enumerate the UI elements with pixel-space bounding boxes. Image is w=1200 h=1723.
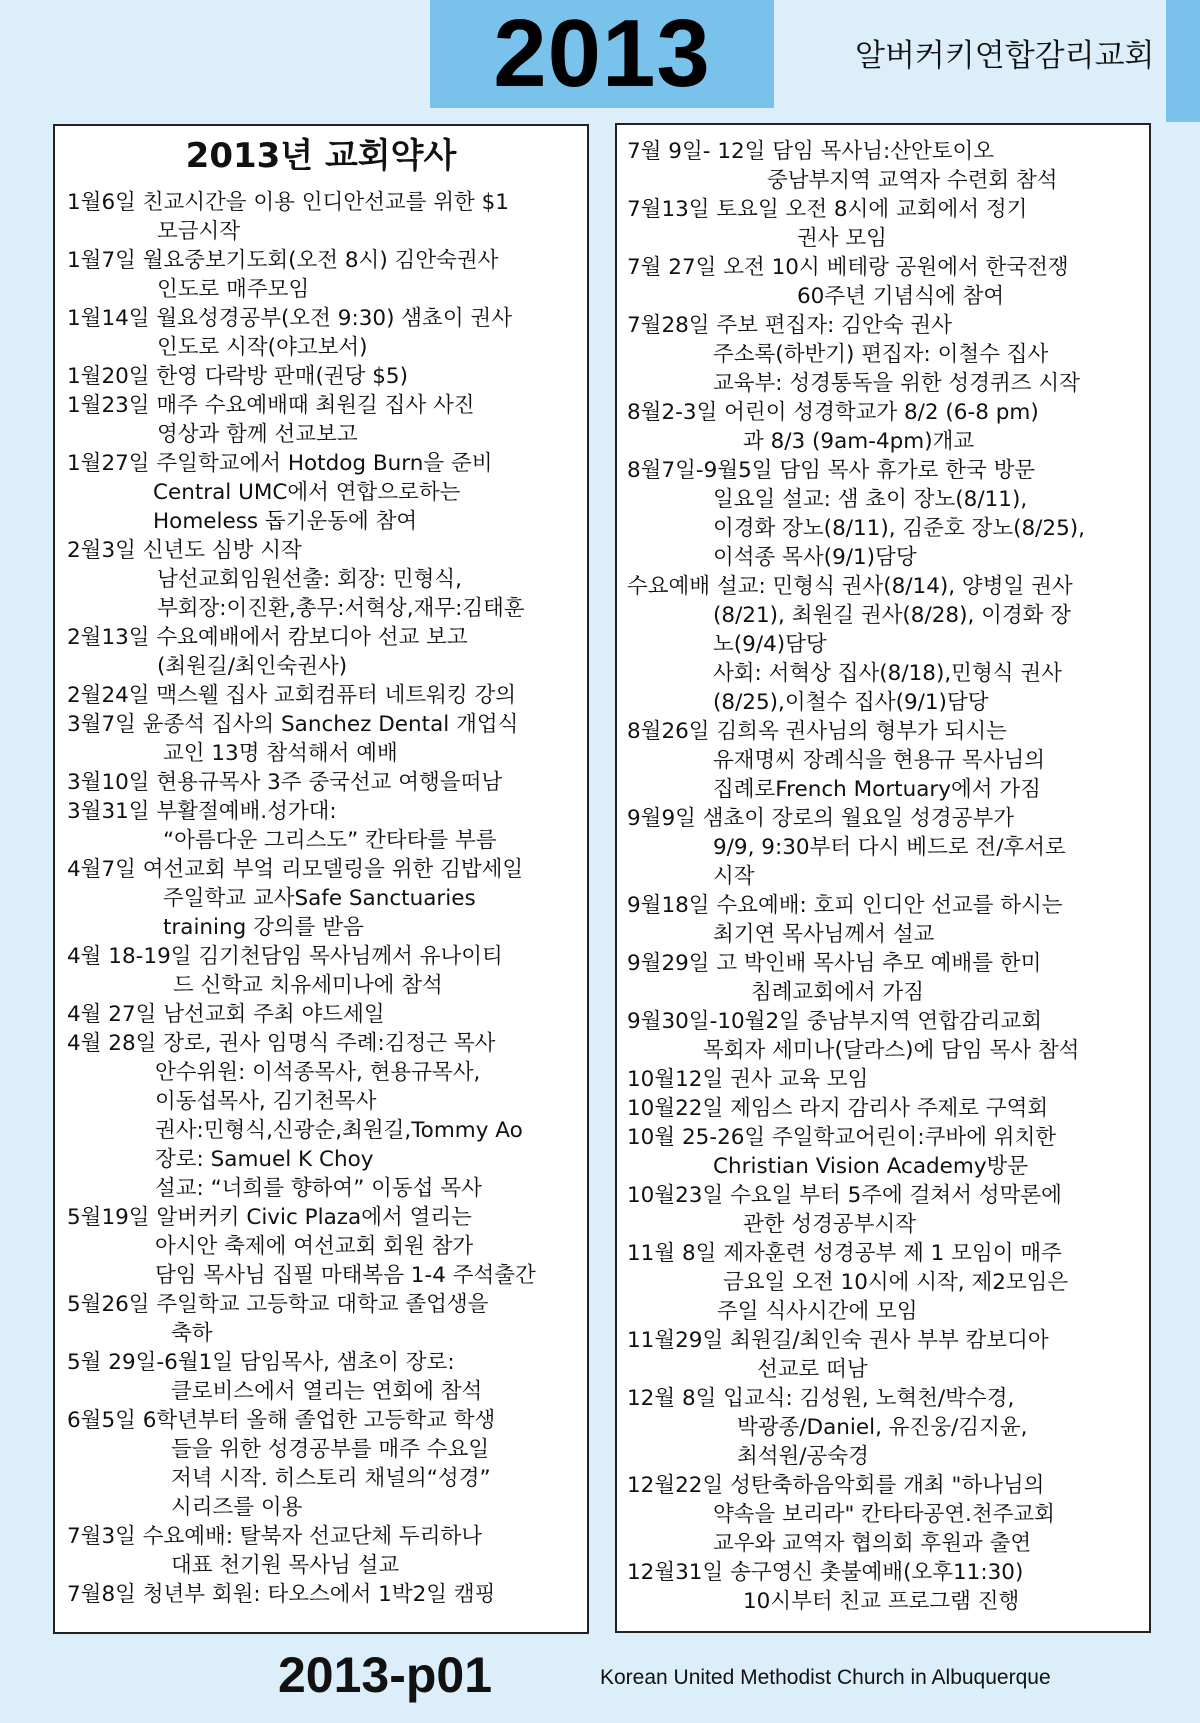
history-entry (55, 1290, 587, 1348)
history-entry (55, 1029, 587, 1203)
history-list-left (55, 188, 587, 1609)
entry-continuation-line: training 강의를 받음 (163, 915, 364, 940)
entry-date-line: 수요예배 설교: 민형식 권사(8/14), 양병일 권사 (627, 574, 1073, 599)
entry-date-line: 9월9일 샘쵸이 장로의 월요일 성경공부가 (627, 806, 1015, 831)
entry-continuation-line: 박광종/Daniel, 유진웅/김지윤, (737, 1415, 1028, 1440)
history-entry (55, 623, 587, 681)
entry-continuation-line: 금요일 오전 10시에 시작, 제2모임은 (723, 1270, 1069, 1295)
history-list-right (617, 137, 1149, 1616)
entry-continuation-line: 저녁 시작. 히스토리 채널의“성경” (171, 1466, 491, 1491)
entry-continuation-line: 최기연 목사님께서 설교 (713, 922, 935, 947)
entry-date-line: 11월29일 최원길/최인숙 권사 부부 캄보디아 (627, 1328, 1049, 1353)
entry-date-line: 11월 8일 제자훈련 성경공부 제 1 모임이 매주 (627, 1241, 1062, 1266)
entry-continuation-line: “아름다운 그리스도” 칸타타를 부름 (163, 828, 497, 853)
entry-continuation-line: 과 8/3 (9am-4pm)개교 (743, 429, 975, 454)
entry-continuation-line: Christian Vision Academy방문 (713, 1154, 1029, 1179)
entry-date-line: 3월10일 현용규목사 3주 중국선교 여행을떠남 (67, 770, 503, 795)
entry-date-line: 1월23일 매주 수요예배때 최원길 집사 사진 (67, 393, 475, 418)
entry-continuation-line: 교우와 교역자 협의회 후원과 출연 (713, 1531, 1032, 1556)
history-entry (617, 1471, 1149, 1558)
entry-continuation-line: 아시안 축제에 여선교회 회원 참가 (155, 1234, 474, 1259)
entry-continuation-line: 노(9/4)담당 (713, 632, 827, 657)
history-entry (617, 1123, 1149, 1181)
entry-date-line: 1월20일 한영 다락방 판매(권당 $5) (67, 364, 408, 389)
entry-continuation-line: 클로비스에서 열리는 연회에 참석 (171, 1379, 483, 1404)
entry-continuation-line: 최석원/공숙경 (737, 1444, 869, 1469)
church-name-english: Korean United Methodist Church in Albuquerque (600, 1666, 1051, 1689)
panel-title: 2013년 교회약사 (185, 136, 457, 176)
entry-date-line: 12월31일 송구영신 촛불예배(오후11:30) (627, 1560, 1024, 1585)
entry-date-line: 12월 8일 입교식: 김성원, 노혁천/박수경, (627, 1386, 1015, 1411)
entry-date-line: 8월26일 김희옥 권사님의 형부가 되시는 (627, 719, 1007, 744)
year-banner (430, 0, 774, 108)
history-entry (55, 681, 587, 710)
history-entry (617, 398, 1149, 456)
page-number: 2013-p01 (278, 1647, 493, 1703)
history-entry (55, 449, 587, 536)
entry-continuation-line: 장로: Samuel K Choy (155, 1147, 374, 1172)
history-entry (617, 1094, 1149, 1123)
entry-continuation-line: 교인 13명 참석해서 예배 (163, 741, 398, 766)
history-entry (55, 391, 587, 449)
entry-continuation-line: 들을 위한 성경공부를 매주 수요일 (171, 1437, 490, 1462)
entry-continuation-line: 집례로French Mortuary에서 가짐 (713, 777, 1041, 802)
entry-date-line: 7월3일 수요예배: 탈북자 선교단체 두리하나 (67, 1524, 483, 1549)
history-entry (55, 768, 587, 797)
entry-date-line: 8월7일-9월5일 담임 목사 휴가로 한국 방문 (627, 458, 1036, 483)
history-entry (55, 942, 587, 1000)
entry-date-line: 6월5일 6학년부터 올해 졸업한 고등학교 학생 (67, 1408, 496, 1433)
history-entry (617, 1326, 1149, 1384)
history-entry (617, 1558, 1149, 1616)
entry-date-line: 10월12일 권사 교육 모임 (627, 1067, 869, 1092)
history-entry (55, 1580, 587, 1609)
entry-continuation-line: 목회자 세미나(달라스)에 담임 목사 참석 (703, 1038, 1080, 1063)
entry-continuation-line: 권사 모임 (797, 226, 887, 251)
history-entry (617, 253, 1149, 311)
history-entry (617, 1007, 1149, 1065)
entry-continuation-line: 이동섭목사, 김기천목사 (155, 1089, 377, 1114)
entry-continuation-line: 드 신학교 치유세미나에 참석 (173, 973, 443, 998)
history-entry (55, 536, 587, 623)
history-entry (617, 456, 1149, 572)
history-entry (55, 1406, 587, 1522)
entry-continuation-line: 교육부: 성경통독을 위한 성경퀴즈 시작 (713, 371, 1080, 396)
entry-date-line: 1월7일 월요중보기도회(오전 8시) 김안숙권사 (67, 248, 499, 273)
entry-continuation-line: Homeless 돕기운동에 참여 (153, 509, 418, 534)
entry-date-line: 9월18일 수요예배: 호피 인디안 선교를 하시는 (627, 893, 1063, 918)
entry-continuation-line: 부회장:이진환,총무:서혁상,재무:김태훈 (157, 596, 525, 621)
history-entry (55, 304, 587, 362)
entry-date-line: 10월23일 수요일 부터 5주에 걸쳐서 성막론에 (627, 1183, 1062, 1208)
entry-date-line: 2월13일 수요예배에서 캄보디아 선교 보고 (67, 625, 468, 650)
entry-continuation-line: 9/9, 9:30부터 다시 베드로 전/후서로 (713, 835, 1066, 860)
entry-continuation-line: 침례교회에서 가짐 (751, 980, 924, 1005)
entry-continuation-line: 주일학교 교사Safe Sanctuaries (163, 886, 476, 911)
history-entry (617, 572, 1149, 717)
entry-date-line: 2월3일 신년도 심방 시작 (67, 538, 302, 563)
entry-continuation-line: 약속을 보리라" 칸타타공연.천주교회 (713, 1502, 1055, 1527)
entry-date-line: 7월 27일 오전 10시 베테랑 공원에서 한국전쟁 (627, 255, 1069, 280)
entry-continuation-line: 60주년 기념식에 참여 (797, 284, 1005, 309)
entry-date-line: 4월 27일 남선교회 주최 야드세일 (67, 1002, 385, 1027)
entry-date-line: 5월 29일-6월1일 담임목사, 샘초이 장로: (67, 1350, 455, 1375)
history-panel-left (53, 124, 589, 1634)
entry-date-line: 4월7일 여선교회 부엌 리모델링을 위한 김밥세일 (67, 857, 524, 882)
entry-continuation-line: 대표 천기원 목사님 설교 (171, 1553, 400, 1578)
entry-continuation-line: 이경화 장노(8/11), 김준호 장노(8/25), (713, 516, 1085, 541)
entry-continuation-line: (8/25),이철수 집사(9/1)담당 (713, 690, 989, 715)
history-entry (55, 797, 587, 855)
history-entry (55, 1203, 587, 1290)
entry-date-line: 12월22일 성탄축하음악회를 개최 "하나님의 (627, 1473, 1045, 1498)
history-entry (55, 1000, 587, 1029)
entry-date-line: 7월13일 토요일 오전 8시에 교회에서 정기 (627, 197, 1028, 222)
entry-date-line: 3월7일 윤종석 집사의 Sanchez Dental 개업식 (67, 712, 519, 737)
entry-continuation-line: 일요일 설교: 샘 쵸이 장노(8/11), (713, 487, 1028, 512)
history-entry (617, 1181, 1149, 1239)
entry-continuation-line: 이석종 목사(9/1)담당 (713, 545, 917, 570)
entry-date-line: 4월 28일 장로, 권사 임명식 주례:김정근 목사 (67, 1031, 496, 1056)
entry-date-line: 7월 9일- 12일 담임 목사님:산안토이오 (627, 139, 995, 164)
entry-continuation-line: 선교로 떠남 (757, 1357, 868, 1382)
history-entry (617, 1065, 1149, 1094)
entry-continuation-line: 축하 (171, 1321, 213, 1346)
history-entry (55, 855, 587, 942)
entry-continuation-line: 인도로 시작(야고보서) (157, 335, 368, 360)
entry-date-line: 1월6일 친교시간을 이용 인디안선교를 위한 $1 (67, 190, 509, 215)
entry-date-line: 2월24일 맥스웰 집사 교회컴퓨터 네트워킹 강의 (67, 683, 517, 708)
entry-continuation-line: 시리즈를 이용 (171, 1495, 303, 1520)
history-entry (617, 137, 1149, 195)
entry-date-line: 1월14일 월요성경공부(오전 9:30) 샘쵸이 권사 (67, 306, 512, 331)
entry-date-line: 5월26일 주일학교 고등학교 대학교 졸업생을 (67, 1292, 489, 1317)
entry-continuation-line: 영상과 함께 선교보고 (157, 422, 358, 447)
entry-continuation-line: 중남부지역 교역자 수련회 참석 (767, 168, 1058, 193)
history-entry (617, 949, 1149, 1007)
history-entry (617, 804, 1149, 891)
church-name-korean: 알버커키연합감리교회 (855, 38, 1155, 74)
entry-continuation-line: (8/21), 최원길 권사(8/28), 이경화 장 (713, 603, 1072, 628)
entry-continuation-line: 모금시작 (157, 219, 241, 244)
entry-continuation-line: 관한 성경공부시작 (743, 1212, 916, 1237)
history-entry (617, 195, 1149, 253)
entry-continuation-line: 남선교회임원선출: 회장: 민형식, (157, 567, 462, 592)
history-entry (55, 710, 587, 768)
entry-continuation-line: 사회: 서혁상 집사(8/18),민형식 권사 (713, 661, 1062, 686)
history-entry (55, 1522, 587, 1580)
entry-continuation-line: 안수위원: 이석종목사, 현용규목사, (155, 1060, 481, 1085)
year-title: 2013 (493, 0, 711, 107)
entry-continuation-line: (최원길/최인숙권사) (157, 654, 348, 679)
entry-date-line: 10월 25-26일 주일학교어린이:쿠바에 위치한 (627, 1125, 1057, 1150)
history-entry (617, 1384, 1149, 1471)
entry-continuation-line: 유재명씨 장례식을 현용규 목사님의 (713, 748, 1046, 773)
entry-continuation-line: 주소록(하반기) 편집자: 이철수 집사 (713, 342, 1049, 367)
history-entry (55, 362, 587, 391)
entry-date-line: 4월 18-19일 김기천담임 목사님께서 유나이티 (67, 944, 503, 969)
history-entry (55, 188, 587, 246)
entry-continuation-line: 주일 식사시간에 모임 (717, 1299, 918, 1324)
history-entry (617, 717, 1149, 804)
entry-date-line: 10월22일 제임스 라지 감리사 주제로 구역회 (627, 1096, 1049, 1121)
entry-date-line: 8월2-3일 어린이 성경학교가 8/2 (6-8 pm) (627, 400, 1039, 425)
entry-date-line: 9월29일 고 박인배 목사님 추모 예배를 한미 (627, 951, 1042, 976)
entry-continuation-line: 설교: “너희를 향하여” 이동섭 목사 (155, 1176, 482, 1201)
history-panel-right (615, 123, 1151, 1633)
side-accent-bar (1166, 0, 1200, 122)
entry-continuation-line: 시작 (713, 864, 755, 889)
history-entry (55, 246, 587, 304)
history-entry (617, 1239, 1149, 1326)
entry-continuation-line: 인도로 매주모임 (157, 277, 310, 302)
entry-continuation-line: 10시부터 친교 프로그램 진행 (743, 1589, 1020, 1614)
entry-continuation-line: 담임 목사님 집필 마태복음 1-4 주석출간 (155, 1263, 536, 1288)
entry-date-line: 9월30일-10월2일 중남부지역 연합감리교회 (627, 1009, 1043, 1034)
history-entry (617, 311, 1149, 398)
history-entry (617, 891, 1149, 949)
history-entry (55, 1348, 587, 1406)
entry-date-line: 1월27일 주일학교에서 Hotdog Burn을 준비 (67, 451, 493, 476)
entry-date-line: 3월31일 부활절예배.성가대: (67, 799, 337, 824)
entry-date-line: 7월28일 주보 편집자: 김안숙 권사 (627, 313, 952, 338)
entry-continuation-line: 권사:민형식,신광순,최원길,Tommy Ao (155, 1118, 523, 1143)
entry-continuation-line: Central UMC에서 연합으로하는 (153, 480, 461, 505)
entry-date-line: 7월8일 청년부 회원: 타오스에서 1박2일 캠핑 (67, 1582, 496, 1607)
entry-date-line: 5월19일 알버커키 Civic Plaza에서 열리는 (67, 1205, 472, 1230)
